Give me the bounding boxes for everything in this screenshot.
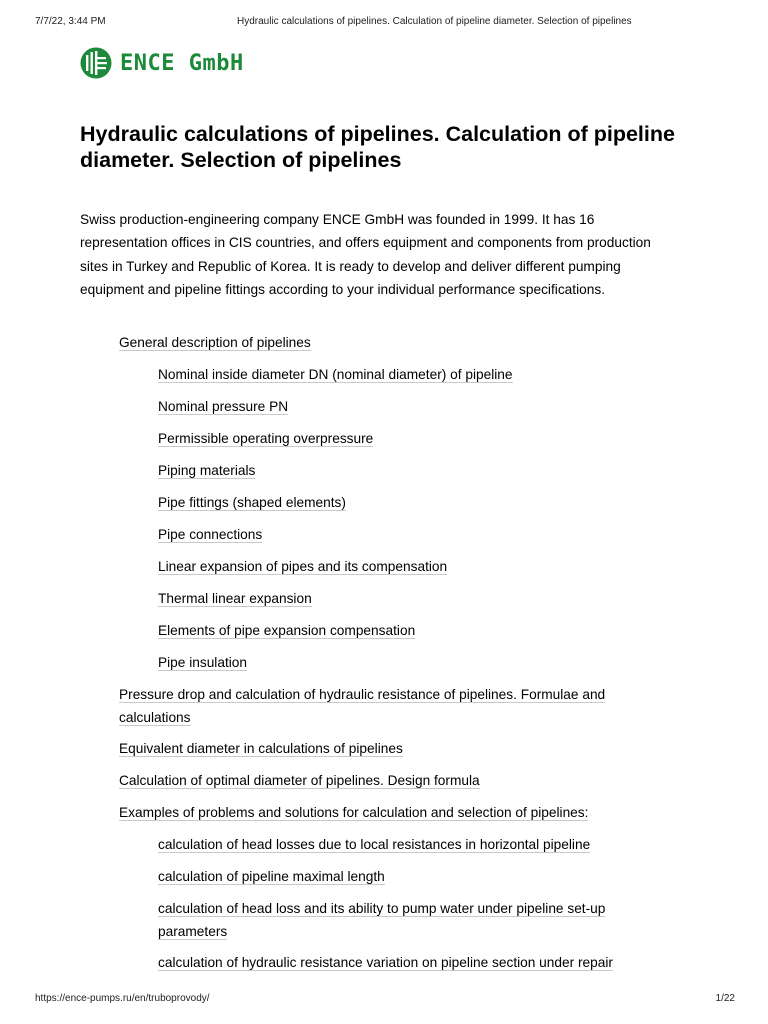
toc-link[interactable]: Pressure drop and calculation of hydraulic resistance of pipelines. Formulae and calculations (119, 687, 606, 725)
toc-link[interactable]: Equivalent diameter in calculations of pipelines (119, 741, 403, 756)
toc-link[interactable]: Pipe insulation (158, 655, 248, 670)
toc-link[interactable]: Thermal linear expansion (158, 591, 312, 606)
toc-link[interactable]: General description of pipelines (119, 335, 311, 350)
toc-link[interactable]: Nominal inside diameter DN (nominal diameter) of pipeline (158, 367, 513, 382)
toc-link[interactable]: Calculation of optimal diameter of pipelines. Design formula (119, 773, 480, 788)
logo-text: ENCE GmbH (120, 50, 244, 76)
toc-link[interactable]: Permissible operating overpressure (158, 431, 374, 446)
toc-link[interactable]: Examples of problems and solutions for calculation and selection of pipelines: (119, 805, 589, 820)
intro-paragraph: Swiss production-engineering company ENCE GmbH was founded in 1999. It has 16 representation offices in CIS countries, and offers equipment and components from production sites in Turkey and Republic of Korea. It is ready to develop and deliver different pumping equipment and pipeline fittings according to your individual performance specifications. (80, 212, 651, 297)
toc-link[interactable]: Pipe connections (158, 527, 263, 542)
page-title: Hydraulic calculations of pipelines. Calculation of pipeline diameter. Selection of pipelines (80, 122, 675, 172)
toc-link[interactable]: Nominal pressure PN (158, 399, 289, 414)
print-page-title: Hydraulic calculations of pipelines. Calculation of pipeline diameter. Selection of pipelines (237, 16, 632, 27)
print-url: https://ence-pumps.ru/en/truboprovody/ (35, 993, 210, 1004)
print-datetime: 7/7/22, 3:44 PM (35, 16, 106, 27)
toc-link[interactable]: calculation of head losses due to local resistances in horizontal pipeline (158, 837, 591, 852)
ence-globe-logo-icon (80, 47, 112, 79)
toc-link[interactable]: Pipe fittings (shaped elements) (158, 495, 346, 510)
page-number: 1/22 (715, 993, 735, 1004)
toc-link[interactable]: Linear expansion of pipes and its compensation (158, 559, 448, 574)
toc-link[interactable]: calculation of pipeline maximal length (158, 869, 385, 884)
toc-link[interactable]: calculation of hydraulic resistance variation on pipeline section under repair (158, 955, 613, 970)
toc-link[interactable]: Piping materials (158, 463, 256, 478)
toc-link[interactable]: calculation of head loss and its ability to pump water under pipeline set-up parameters (158, 901, 606, 939)
toc-link[interactable]: Elements of pipe expansion compensation (158, 623, 416, 638)
company-logo[interactable] (80, 47, 244, 79)
